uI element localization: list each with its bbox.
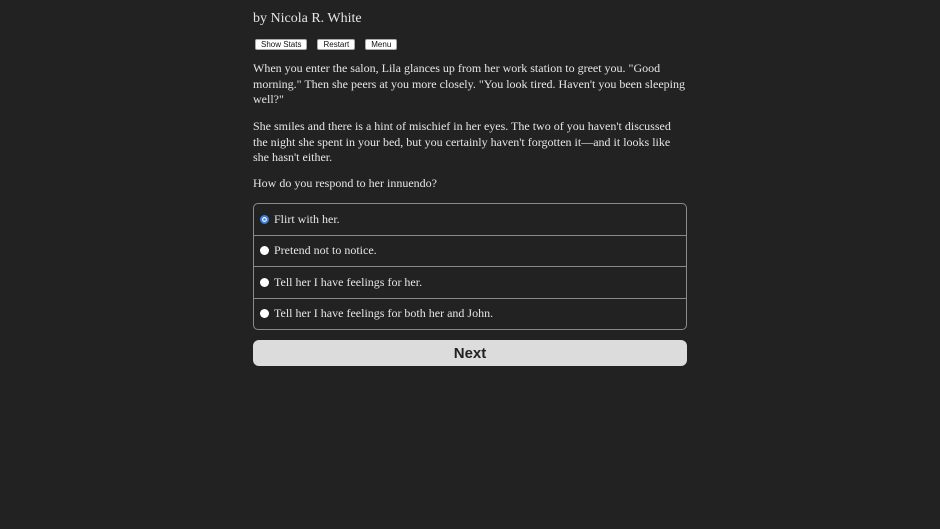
choice-label: Tell her I have feelings for both her and John. xyxy=(274,306,494,321)
story-paragraph: When you enter the salon, Lila glances up from her work station to greet you. "Good morning." Then she peers at you more closely. "You look tired. Haven't you been sleeping well?" xyxy=(253,61,685,106)
choice-label: Flirt with her. xyxy=(274,211,340,226)
choice-option[interactable] xyxy=(254,235,686,267)
story-paragraph: She smiles and there is a hint of mischief in her eyes. The two of you haven't discussed the night she spent in your bed, but you certainly haven't forgotten it—and it looks like she hasn't either. xyxy=(253,119,671,164)
radio-selected-icon[interactable] xyxy=(260,215,269,224)
radio-icon[interactable] xyxy=(260,246,269,255)
choice-label: Pretend not to notice. xyxy=(274,243,377,258)
choice-list xyxy=(253,203,687,330)
radio-icon[interactable] xyxy=(260,278,269,287)
choice-option[interactable] xyxy=(254,298,686,330)
author-byline: by Nicola R. White xyxy=(253,11,362,26)
choice-label: Tell her I have feelings for her. xyxy=(274,274,423,289)
menu-button[interactable]: Menu xyxy=(365,39,397,50)
show-stats-button[interactable]: Show Stats xyxy=(255,39,307,50)
next-button[interactable]: Next xyxy=(253,340,687,366)
choice-option[interactable] xyxy=(254,266,686,298)
radio-icon[interactable] xyxy=(260,309,269,318)
question-text: How do you respond to her innuendo? xyxy=(253,176,437,190)
toolbar xyxy=(255,39,397,50)
restart-button[interactable]: Restart xyxy=(317,39,355,50)
choice-option[interactable] xyxy=(254,204,686,235)
